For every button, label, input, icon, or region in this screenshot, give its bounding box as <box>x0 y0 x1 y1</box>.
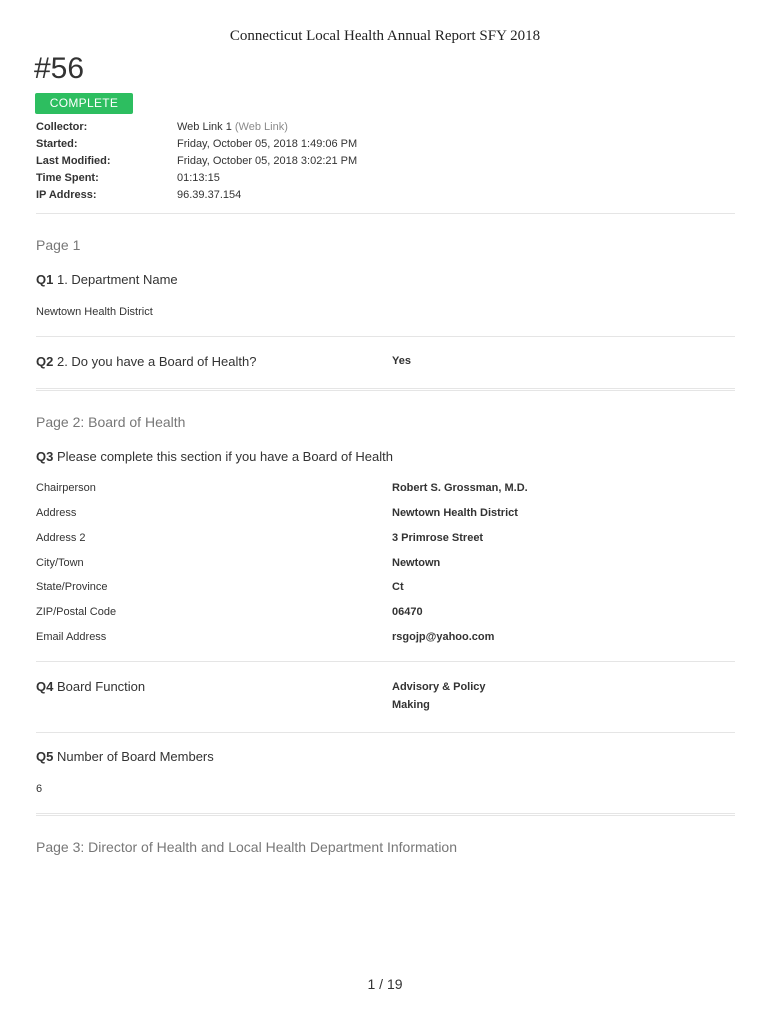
question-1 <box>36 272 178 287</box>
question-number: Q2 <box>36 354 54 369</box>
ip-label: IP Address: <box>36 189 97 201</box>
time-spent-label: Time Spent: <box>36 172 99 184</box>
started-label: Started: <box>36 138 78 150</box>
collector-value <box>177 119 288 136</box>
ip-value: 96.39.37.154 <box>177 189 242 201</box>
question-4 <box>36 679 145 694</box>
meta-row-collector <box>36 119 736 136</box>
divider <box>36 661 735 662</box>
question-text: Number of Board Members <box>56 749 214 764</box>
response-metadata <box>36 119 736 204</box>
started-value: Friday, October 05, 2018 1:49:06 PM <box>177 138 358 150</box>
divider <box>36 732 735 733</box>
q3-row-value: Newtown Health District <box>392 507 518 519</box>
meta-row-modified <box>36 153 736 170</box>
time-spent-value: 01:13:15 <box>177 172 220 184</box>
q3-row-value: rsgojp@yahoo.com <box>392 631 495 643</box>
page-indicator: 1 / 19 <box>367 976 403 992</box>
q3-row-label: Email Address <box>36 631 107 643</box>
question-text: Board Function <box>56 679 146 694</box>
question-2 <box>36 354 256 369</box>
status-badge: COMPLETE <box>35 93 133 114</box>
divider <box>36 815 735 816</box>
question-number: Q5 <box>36 749 54 764</box>
q3-row-value: Newtown <box>392 557 441 569</box>
response-number: #56 <box>34 52 85 85</box>
question-3 <box>36 449 393 464</box>
answer-1: Newtown Health District <box>36 306 153 318</box>
divider <box>36 213 735 214</box>
meta-row-started <box>36 136 736 153</box>
q3-row-value: Robert S. Grossman, M.D. <box>392 482 528 494</box>
question-number: Q3 <box>36 449 54 464</box>
q3-row-value: Ct <box>392 581 404 593</box>
answer-2: Yes <box>392 355 411 367</box>
answer-5: 6 <box>36 783 43 795</box>
document-title: Connecticut Local Health Annual Report SFY 2018 <box>229 28 541 44</box>
divider <box>36 336 735 337</box>
answer-4-line-2: Making <box>392 699 430 711</box>
q3-row-label: Chairperson <box>36 482 96 494</box>
collector-note: (Web Link) <box>234 121 288 133</box>
meta-row-ip <box>36 187 736 204</box>
question-text: 1. Department Name <box>56 272 178 287</box>
q3-row-value: 06470 <box>392 606 423 618</box>
answer-4-line-1: Advisory & Policy <box>392 681 486 693</box>
q3-row-value: 3 Primrose Street <box>392 532 484 544</box>
answer-4 <box>392 678 486 714</box>
divider <box>36 813 735 814</box>
page-3-title: Page 3: Director of Health and Local Health Department Information <box>36 839 458 855</box>
q3-row-label: ZIP/Postal Code <box>36 606 117 618</box>
meta-row-time <box>36 170 736 187</box>
modified-label: Last Modified: <box>36 155 111 167</box>
q3-row-label: State/Province <box>36 581 108 593</box>
collector-name: Web Link 1 <box>177 121 232 133</box>
page-1-title: Page 1 <box>36 237 81 253</box>
q3-row-label: Address 2 <box>36 532 86 544</box>
question-number: Q1 <box>36 272 54 287</box>
collector-label: Collector: <box>36 121 88 133</box>
question-text: 2. Do you have a Board of Health? <box>56 354 257 369</box>
modified-value: Friday, October 05, 2018 3:02:21 PM <box>177 155 358 167</box>
divider <box>36 390 735 391</box>
question-number: Q4 <box>36 679 54 694</box>
q3-row-label: City/Town <box>36 557 84 569</box>
question-text: Please complete this section if you have a Board of Health <box>56 449 393 464</box>
q3-row-label: Address <box>36 507 77 519</box>
divider <box>36 388 735 389</box>
question-5 <box>36 749 214 764</box>
page-2-title: Page 2: Board of Health <box>36 414 186 430</box>
